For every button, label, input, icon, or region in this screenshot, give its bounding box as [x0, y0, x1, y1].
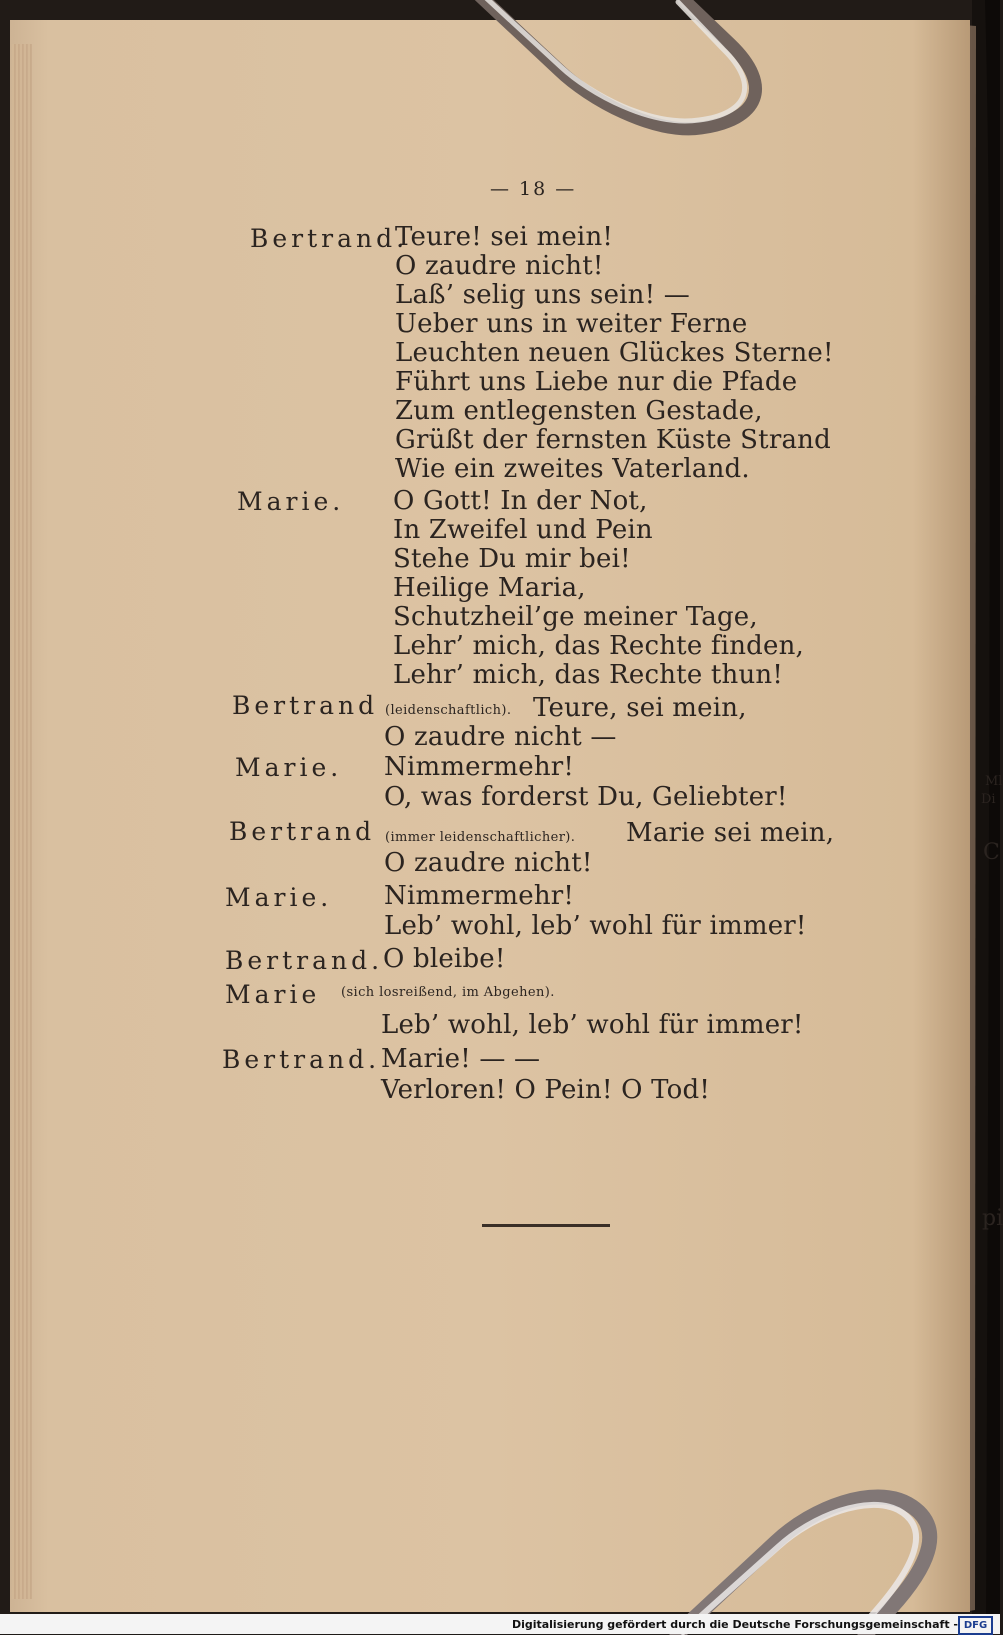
verse-line: Marie! — —: [381, 1044, 541, 1074]
stage-direction: (leidenschaftlich).: [385, 703, 512, 718]
verse-line: In Zweifel und Pein: [393, 515, 653, 545]
verse-line: Ueber uns in weiter Ferne: [395, 309, 748, 339]
glass-clip-bottom: [660, 1408, 1000, 1634]
verse-line: Lehr’ mich, das Rechte thun!: [393, 660, 784, 690]
speaker-marie: Marie: [225, 980, 321, 1009]
closing-rule: [482, 1224, 610, 1227]
speaker-marie: Marie.: [225, 883, 333, 912]
stage-direction: (sich losreißend, im Abgehen).: [341, 985, 555, 1000]
verse-line: Stehe Du mir bei!: [393, 544, 631, 574]
verse-line: Führt uns Liebe nur die Pfade: [395, 367, 798, 397]
verse-line: Nimmermehr!: [384, 752, 575, 782]
verse-line: Nimmermehr!: [384, 881, 575, 911]
right-margin-fragment: Ml: [985, 774, 1003, 789]
speaker-marie: Marie.: [235, 753, 343, 782]
verse-line: O zaudre nicht —: [384, 722, 617, 752]
speaker-marie: Marie.: [237, 487, 345, 516]
stage-direction: (immer leidenschaftlicher).: [385, 830, 576, 845]
right-margin-fragment: Di: [981, 792, 996, 807]
right-margin-fragment: C: [983, 840, 1000, 865]
verse-line: Laß’ selig uns sein! —: [395, 280, 690, 310]
verse-line: Teure! sei mein!: [395, 222, 614, 252]
verse-line: Leuchten neuen Glückes Sterne!: [395, 338, 834, 368]
verse-line: O zaudre nicht!: [395, 251, 604, 281]
glass-clip-top: [470, 0, 800, 141]
footer-text: Digitalisierung gefördert durch die Deutsche Forschungsgemeinschaft -: [511, 1618, 958, 1631]
right-margin-fragment: pi: [982, 1206, 1003, 1231]
verse-line: Teure, sei mein,: [533, 693, 747, 723]
digitization-footer: [0, 1614, 1000, 1634]
verse-line: O, was forderst Du, Geliebter!: [384, 782, 788, 812]
page-number: — 18 —: [490, 178, 577, 200]
verse-line: Wie ein zweites Vaterland.: [395, 454, 750, 484]
verse-line: Marie sei mein,: [626, 818, 835, 848]
verse-line: O Gott! In der Not,: [393, 486, 648, 516]
verse-line: O zaudre nicht!: [384, 848, 593, 878]
speaker-bertrand: Bertrand: [232, 691, 379, 720]
verse-line: Grüßt der fernsten Küste Strand: [395, 425, 831, 455]
verse-line: Leb’ wohl, leb’ wohl für immer!: [384, 911, 807, 941]
verse-line: Zum entlegensten Gestade,: [395, 396, 763, 426]
speaker-bertrand: Bertrand.: [222, 1045, 381, 1074]
speaker-bertrand: Bertrand.: [250, 224, 409, 253]
page-stack-edge: [12, 44, 32, 1599]
verse-line: Heilige Maria,: [393, 573, 586, 603]
dfg-logo: DFG: [958, 1616, 993, 1635]
verse-line: Leb’ wohl, leb’ wohl für immer!: [381, 1010, 804, 1040]
verse-line: O bleibe!: [383, 944, 506, 974]
verse-line: Schutzheil’ge meiner Tage,: [393, 602, 758, 632]
speaker-bertrand: Bertrand: [229, 817, 376, 846]
verse-line: Verloren! O Pein! O Tod!: [381, 1075, 710, 1105]
verse-line: Lehr’ mich, das Rechte finden,: [393, 631, 805, 661]
speaker-bertrand: Bertrand.: [225, 946, 384, 975]
